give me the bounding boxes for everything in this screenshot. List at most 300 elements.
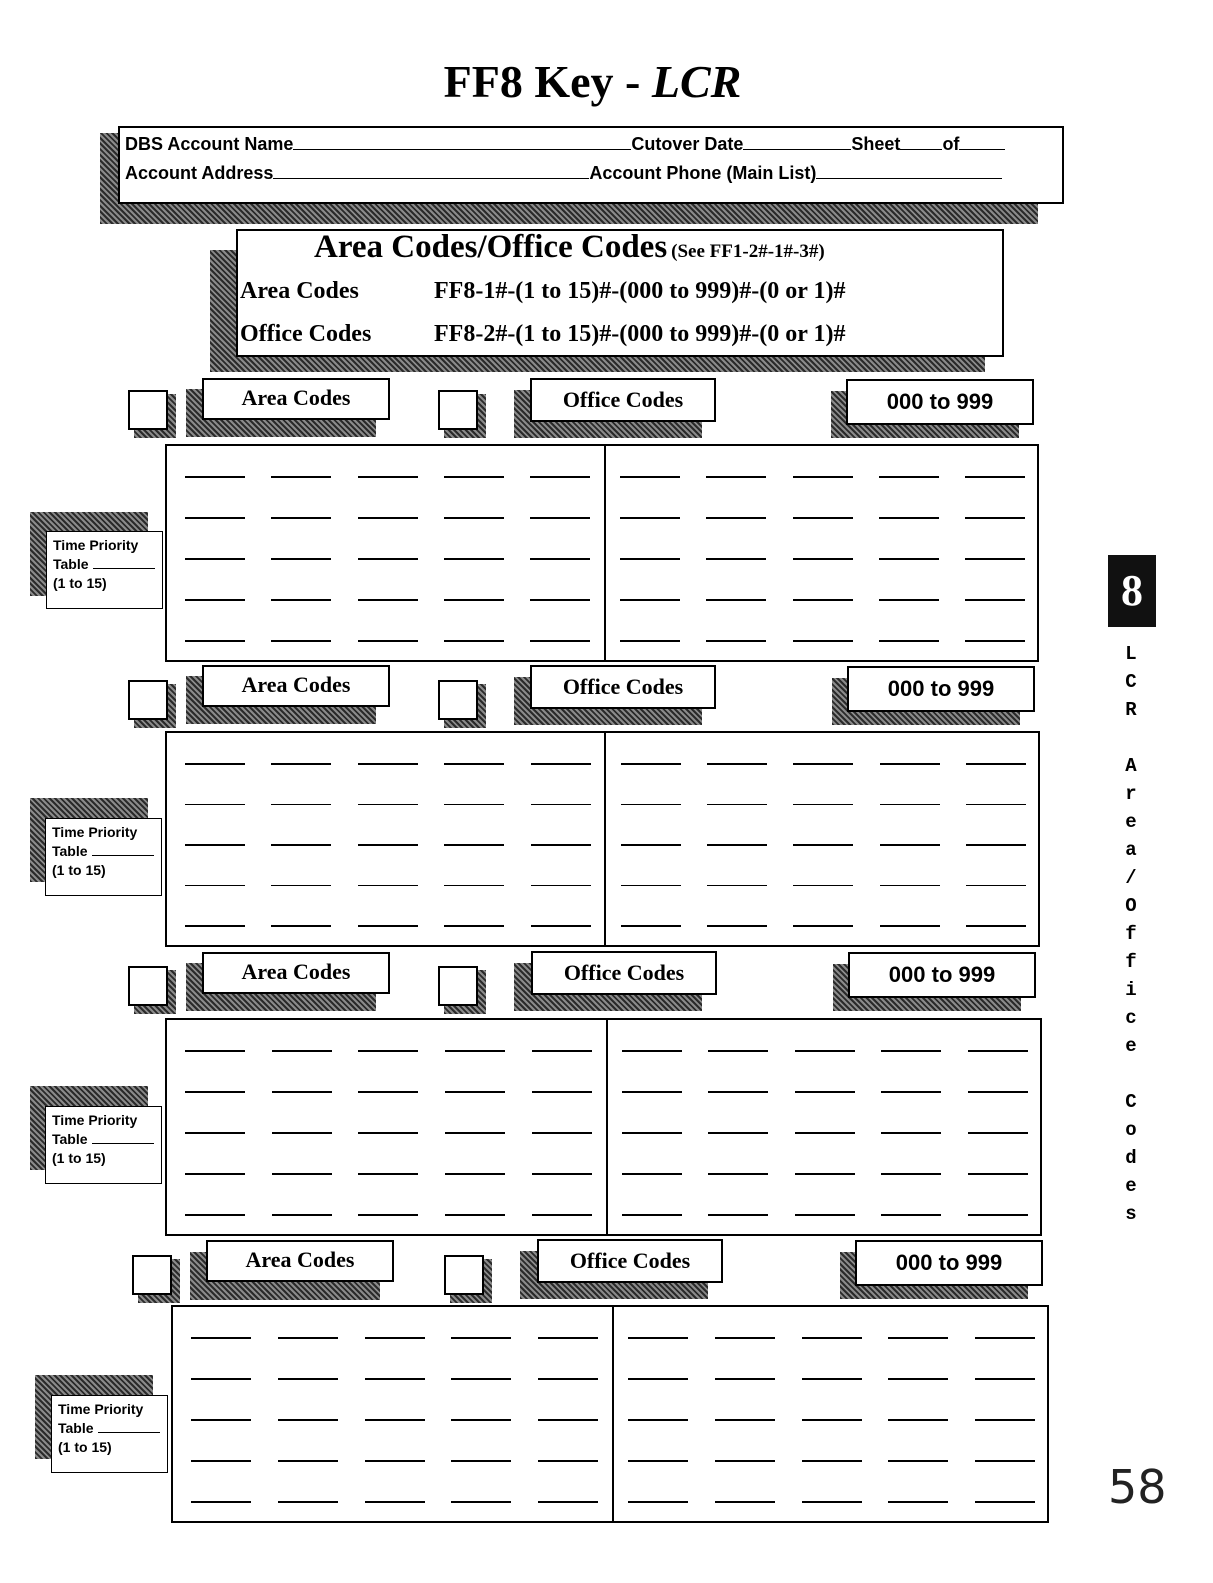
tpt-line-3: (1 to 15) <box>53 575 107 591</box>
code-entry-line[interactable] <box>621 844 681 846</box>
code-entry-line[interactable] <box>538 1460 598 1462</box>
code-entry-line[interactable] <box>628 1337 688 1339</box>
code-entry-line[interactable] <box>445 1050 505 1052</box>
code-entry-line[interactable] <box>802 1337 862 1339</box>
code-entry-line[interactable] <box>621 925 681 927</box>
tpt-line-2 <box>53 555 162 574</box>
code-entry-line[interactable] <box>358 763 418 765</box>
code-entry-line[interactable] <box>707 885 767 887</box>
account-header-box <box>118 126 1064 204</box>
code-entry-line[interactable] <box>185 1173 245 1175</box>
code-entry-line[interactable] <box>965 558 1025 560</box>
code-entry-line[interactable] <box>185 1132 245 1134</box>
office-codes-command: FF8-2#-(1 to 15)#-(000 to 999)#-(0 or 1)# <box>434 321 846 347</box>
sheet-label: Sheet <box>851 134 901 154</box>
code-entry-line[interactable] <box>621 763 681 765</box>
office-codes-checkbox[interactable] <box>438 966 478 1006</box>
code-entry-line[interactable] <box>707 804 767 806</box>
office-codes-label: Office Codes <box>530 665 716 709</box>
grid-divider <box>612 1307 614 1521</box>
office-codes-label: Office Codes <box>530 378 716 422</box>
tpt-line-2 <box>52 842 161 861</box>
code-entry-line[interactable] <box>531 844 591 846</box>
code-entry-line[interactable] <box>975 1419 1035 1421</box>
code-entry-line[interactable] <box>880 804 940 806</box>
code-entry-line[interactable] <box>715 1501 775 1503</box>
code-entry-grid[interactable] <box>165 444 1039 662</box>
code-entry-line[interactable] <box>715 1419 775 1421</box>
code-entry-line[interactable] <box>358 1214 418 1216</box>
side-tab-letter: d <box>1125 1147 1137 1169</box>
time-priority-table-box[interactable] <box>45 1106 162 1184</box>
grid-divider <box>604 733 606 945</box>
code-entry-line[interactable] <box>530 476 590 478</box>
code-entry-line[interactable] <box>530 517 590 519</box>
account-address-row <box>125 163 1002 184</box>
code-entry-line[interactable] <box>185 517 245 519</box>
code-entry-line[interactable] <box>793 517 853 519</box>
code-entry-line[interactable] <box>365 1501 425 1503</box>
code-entry-line[interactable] <box>707 925 767 927</box>
code-entry-line[interactable] <box>538 1419 598 1421</box>
tpt-line-1: Time Priority <box>52 1112 138 1128</box>
code-entry-line[interactable] <box>365 1337 425 1339</box>
code-entry-line[interactable] <box>444 763 504 765</box>
account-name-label: DBS Account Name <box>125 134 294 154</box>
code-entry-line[interactable] <box>271 804 331 806</box>
title-suffix: LCR <box>651 56 742 107</box>
code-entry-line[interactable] <box>793 476 853 478</box>
code-entry-line[interactable] <box>621 804 681 806</box>
code-entry-line[interactable] <box>278 1460 338 1462</box>
grid-divider <box>606 1020 608 1234</box>
code-entry-line[interactable] <box>191 1419 251 1421</box>
code-entry-line[interactable] <box>191 1460 251 1462</box>
code-entry-line[interactable] <box>966 763 1026 765</box>
code-entry-line[interactable] <box>365 1378 425 1380</box>
side-tab-letter: C <box>1125 1091 1137 1113</box>
codes-box-see: (See FF1-2#-1#-3#) <box>671 241 825 262</box>
code-entry-line[interactable] <box>708 1132 768 1134</box>
code-entry-line[interactable] <box>620 517 680 519</box>
code-entry-line[interactable] <box>185 640 245 642</box>
code-entry-line[interactable] <box>802 1419 862 1421</box>
code-entry-line[interactable] <box>715 1460 775 1462</box>
tpt-table-label: Table <box>58 1420 94 1436</box>
code-entry-grid[interactable] <box>171 1305 1049 1523</box>
code-entry-line[interactable] <box>880 763 940 765</box>
code-entry-line[interactable] <box>358 1091 418 1093</box>
code-entry-line[interactable] <box>451 1501 511 1503</box>
code-entry-line[interactable] <box>968 1214 1028 1216</box>
code-entry-line[interactable] <box>708 1173 768 1175</box>
side-tab-letter: e <box>1125 811 1137 833</box>
side-tab-letter: a <box>1125 839 1137 861</box>
office-codes-command-row <box>240 321 845 348</box>
time-priority-table-box[interactable] <box>51 1395 168 1473</box>
area-codes-label: Area Codes <box>202 378 390 420</box>
code-entry-line[interactable] <box>706 476 766 478</box>
code-entry-line[interactable] <box>628 1460 688 1462</box>
code-entry-line[interactable] <box>706 517 766 519</box>
code-entry-line[interactable] <box>532 1214 592 1216</box>
code-entry-line[interactable] <box>975 1460 1035 1462</box>
code-entry-line[interactable] <box>793 804 853 806</box>
code-entry-line[interactable] <box>358 925 418 927</box>
code-entry-line[interactable] <box>191 1501 251 1503</box>
code-entry-line[interactable] <box>185 763 245 765</box>
area-codes-label: Area Codes <box>202 952 390 994</box>
code-entry-line[interactable] <box>968 1132 1028 1134</box>
code-entry-line[interactable] <box>271 885 331 887</box>
side-tab-letter <box>1116 724 1146 752</box>
side-tab-letter <box>1116 1060 1146 1088</box>
code-entry-line[interactable] <box>795 1050 855 1052</box>
code-entry-line[interactable] <box>530 558 590 560</box>
page-title <box>0 55 1185 108</box>
code-entry-line[interactable] <box>622 1050 682 1052</box>
side-tab-letter: O <box>1125 895 1137 917</box>
code-entry-line[interactable] <box>968 1173 1028 1175</box>
tpt-line-3: (1 to 15) <box>52 1150 106 1166</box>
code-entry-line[interactable] <box>278 1419 338 1421</box>
code-entry-line[interactable] <box>795 1214 855 1216</box>
code-entry-line[interactable] <box>628 1378 688 1380</box>
code-entry-line[interactable] <box>715 1378 775 1380</box>
code-entry-line[interactable] <box>444 885 504 887</box>
code-entry-line[interactable] <box>358 804 418 806</box>
time-priority-table-box[interactable] <box>45 818 162 896</box>
code-entry-line[interactable] <box>358 1050 418 1052</box>
code-entry-line[interactable] <box>793 844 853 846</box>
code-entry-line[interactable] <box>975 1378 1035 1380</box>
account-address-field[interactable] <box>273 164 589 179</box>
code-entry-line[interactable] <box>708 1091 768 1093</box>
code-entry-line[interactable] <box>795 1173 855 1175</box>
code-entry-line[interactable] <box>802 1378 862 1380</box>
code-entry-line[interactable] <box>966 925 1026 927</box>
code-entry-line[interactable] <box>793 558 853 560</box>
side-tab-letter: L <box>1125 643 1137 665</box>
area-codes-command-row <box>240 278 845 305</box>
code-entry-line[interactable] <box>272 1091 332 1093</box>
code-entry-line[interactable] <box>271 763 331 765</box>
office-codes-label: Office Codes <box>531 951 717 995</box>
tpt-line-1: Time Priority <box>58 1401 144 1417</box>
code-entry-line[interactable] <box>881 1091 941 1093</box>
code-entry-line[interactable] <box>802 1501 862 1503</box>
code-entry-line[interactable] <box>445 1214 505 1216</box>
code-entry-line[interactable] <box>532 1173 592 1175</box>
side-tab-letter: A <box>1125 755 1137 777</box>
code-entry-line[interactable] <box>444 599 504 601</box>
side-tab-letter: C <box>1125 671 1137 693</box>
account-name-row <box>125 134 1005 155</box>
code-entry-line[interactable] <box>185 558 245 560</box>
code-entry-line[interactable] <box>278 1337 338 1339</box>
code-entry-line[interactable] <box>531 763 591 765</box>
of-field[interactable] <box>959 135 1005 150</box>
code-entry-line[interactable] <box>532 1132 592 1134</box>
office-codes-checkbox[interactable] <box>438 680 478 720</box>
code-entry-line[interactable] <box>881 1132 941 1134</box>
code-entry-line[interactable] <box>881 1214 941 1216</box>
code-entry-line[interactable] <box>445 1132 505 1134</box>
code-entry-line[interactable] <box>965 599 1025 601</box>
area-codes-label: Area Codes <box>202 665 390 707</box>
code-entry-line[interactable] <box>191 1378 251 1380</box>
side-tab-letter: s <box>1125 1203 1137 1225</box>
code-entry-line[interactable] <box>880 925 940 927</box>
code-entry-line[interactable] <box>358 1173 418 1175</box>
side-tab-letter: / <box>1125 867 1137 889</box>
code-entry-line[interactable] <box>888 1378 948 1380</box>
code-entry-line[interactable] <box>622 1214 682 1216</box>
code-entry-line[interactable] <box>968 1091 1028 1093</box>
code-entry-line[interactable] <box>530 599 590 601</box>
code-entry-line[interactable] <box>707 844 767 846</box>
code-entry-line[interactable] <box>271 844 331 846</box>
code-entry-grid[interactable] <box>165 1018 1042 1236</box>
section-tab: 8 <box>1108 555 1156 627</box>
code-entry-line[interactable] <box>185 925 245 927</box>
code-entry-line[interactable] <box>622 1091 682 1093</box>
office-codes-checkbox[interactable] <box>444 1255 484 1295</box>
code-entry-line[interactable] <box>706 558 766 560</box>
code-entry-line[interactable] <box>444 640 504 642</box>
code-entry-line[interactable] <box>271 517 331 519</box>
tpt-line-2 <box>52 1130 161 1149</box>
code-entry-line[interactable] <box>358 844 418 846</box>
code-entry-line[interactable] <box>531 925 591 927</box>
code-entry-line[interactable] <box>444 476 504 478</box>
code-entry-line[interactable] <box>968 1050 1028 1052</box>
code-entry-line[interactable] <box>185 1214 245 1216</box>
code-entry-line[interactable] <box>793 599 853 601</box>
code-entry-line[interactable] <box>365 1460 425 1462</box>
code-entry-line[interactable] <box>532 1050 592 1052</box>
code-entry-line[interactable] <box>879 558 939 560</box>
code-entry-line[interactable] <box>358 517 418 519</box>
code-entry-line[interactable] <box>879 476 939 478</box>
area-codes-checkbox[interactable] <box>128 680 168 720</box>
tpt-line-3: (1 to 15) <box>58 1439 112 1455</box>
tpt-line-1: Time Priority <box>52 824 138 840</box>
code-entry-line[interactable] <box>975 1501 1035 1503</box>
tpt-field[interactable] <box>93 556 155 569</box>
time-priority-table-box[interactable] <box>46 531 163 609</box>
code-entry-line[interactable] <box>271 599 331 601</box>
area-codes-label: Area Codes <box>206 1240 394 1282</box>
code-entry-line[interactable] <box>802 1460 862 1462</box>
of-label: of <box>942 134 960 154</box>
code-entry-line[interactable] <box>888 1337 948 1339</box>
code-entry-line[interactable] <box>706 640 766 642</box>
area-codes-checkbox[interactable] <box>132 1255 172 1295</box>
code-entry-line[interactable] <box>881 1173 941 1175</box>
code-entry-line[interactable] <box>444 804 504 806</box>
code-entry-line[interactable] <box>707 763 767 765</box>
tpt-table-label: Table <box>52 1131 88 1147</box>
tpt-line-3: (1 to 15) <box>52 862 106 878</box>
codes-box-title: Area Codes/Office Codes <box>314 229 668 265</box>
code-entry-line[interactable] <box>622 1173 682 1175</box>
code-entry-line[interactable] <box>888 1419 948 1421</box>
area-codes-checkbox[interactable] <box>128 390 168 430</box>
code-entry-line[interactable] <box>708 1214 768 1216</box>
code-entry-line[interactable] <box>358 558 418 560</box>
code-entry-line[interactable] <box>444 517 504 519</box>
code-entry-line[interactable] <box>444 844 504 846</box>
code-entry-line[interactable] <box>888 1460 948 1462</box>
code-entry-line[interactable] <box>530 640 590 642</box>
code-entry-line[interactable] <box>185 804 245 806</box>
code-entry-line[interactable] <box>879 640 939 642</box>
code-entry-line[interactable] <box>793 763 853 765</box>
account-name-field[interactable] <box>293 135 631 150</box>
code-entry-line[interactable] <box>185 1091 245 1093</box>
code-entry-line[interactable] <box>445 1091 505 1093</box>
side-tab-letter: c <box>1125 1007 1137 1029</box>
code-entry-line[interactable] <box>888 1501 948 1503</box>
code-entry-line[interactable] <box>966 844 1026 846</box>
code-entry-line[interactable] <box>880 844 940 846</box>
office-codes-command-label: Office Codes <box>240 321 372 347</box>
tpt-table-label: Table <box>53 556 89 572</box>
side-tab-letter: o <box>1125 1119 1137 1141</box>
code-entry-line[interactable] <box>538 1337 598 1339</box>
code-entry-line[interactable] <box>451 1460 511 1462</box>
tpt-field[interactable] <box>92 843 154 856</box>
code-entry-line[interactable] <box>358 885 418 887</box>
code-entry-line[interactable] <box>793 640 853 642</box>
code-entry-line[interactable] <box>272 1050 332 1052</box>
side-tab-letter: f <box>1125 923 1137 945</box>
code-entry-line[interactable] <box>271 476 331 478</box>
code-entry-line[interactable] <box>185 1050 245 1052</box>
code-entry-line[interactable] <box>965 476 1025 478</box>
code-entry-line[interactable] <box>622 1132 682 1134</box>
code-entry-line[interactable] <box>185 885 245 887</box>
codes-box-title-row <box>314 229 825 266</box>
code-entry-line[interactable] <box>793 885 853 887</box>
side-tab-letter: f <box>1125 951 1137 973</box>
code-entry-grid[interactable] <box>165 731 1040 947</box>
code-entry-line[interactable] <box>278 1378 338 1380</box>
code-entry-line[interactable] <box>620 558 680 560</box>
code-entry-line[interactable] <box>185 599 245 601</box>
code-entry-line[interactable] <box>793 925 853 927</box>
side-tab-letter: e <box>1125 1035 1137 1057</box>
sheet-field[interactable] <box>900 135 942 150</box>
code-entry-line[interactable] <box>531 804 591 806</box>
code-entry-line[interactable] <box>358 599 418 601</box>
area-codes-checkbox[interactable] <box>128 966 168 1006</box>
side-tab-letter: r <box>1125 783 1137 805</box>
code-entry-line[interactable] <box>271 558 331 560</box>
code-entry-line[interactable] <box>271 640 331 642</box>
code-entry-line[interactable] <box>538 1501 598 1503</box>
cutover-date-field[interactable] <box>743 135 851 150</box>
code-entry-line[interactable] <box>715 1337 775 1339</box>
code-entry-line[interactable] <box>966 885 1026 887</box>
side-tab-letter: R <box>1125 699 1137 721</box>
side-tab-vertical-text <box>1116 640 1146 1228</box>
code-entry-line[interactable] <box>191 1337 251 1339</box>
code-entry-line[interactable] <box>879 517 939 519</box>
code-entry-line[interactable] <box>531 885 591 887</box>
code-entry-line[interactable] <box>621 885 681 887</box>
area-codes-command-label: Area Codes <box>240 278 359 304</box>
code-entry-line[interactable] <box>538 1378 598 1380</box>
range-label: 000 to 999 <box>847 666 1035 712</box>
code-entry-line[interactable] <box>278 1501 338 1503</box>
range-label: 000 to 999 <box>855 1240 1043 1286</box>
code-entry-line[interactable] <box>965 517 1025 519</box>
code-entry-line[interactable] <box>880 885 940 887</box>
code-entry-line[interactable] <box>358 476 418 478</box>
tpt-field[interactable] <box>98 1420 160 1433</box>
code-entry-line[interactable] <box>879 599 939 601</box>
code-entry-line[interactable] <box>444 558 504 560</box>
code-entry-line[interactable] <box>881 1050 941 1052</box>
code-entry-line[interactable] <box>795 1091 855 1093</box>
code-entry-line[interactable] <box>272 1173 332 1175</box>
account-address-label: Account Address <box>125 163 274 183</box>
code-entry-line[interactable] <box>975 1337 1035 1339</box>
code-entry-line[interactable] <box>628 1419 688 1421</box>
code-entry-line[interactable] <box>965 640 1025 642</box>
code-entry-line[interactable] <box>451 1378 511 1380</box>
code-entry-line[interactable] <box>706 599 766 601</box>
code-entry-line[interactable] <box>795 1132 855 1134</box>
code-entry-line[interactable] <box>451 1337 511 1339</box>
account-phone-field[interactable] <box>816 164 1002 179</box>
code-entry-line[interactable] <box>185 476 245 478</box>
code-entry-line[interactable] <box>620 476 680 478</box>
code-entry-line[interactable] <box>532 1091 592 1093</box>
office-codes-checkbox[interactable] <box>438 390 478 430</box>
code-entry-line[interactable] <box>620 640 680 642</box>
code-entry-line[interactable] <box>708 1050 768 1052</box>
account-phone-label: Account Phone (Main List) <box>589 163 817 183</box>
code-entry-line[interactable] <box>628 1501 688 1503</box>
side-tab-letter: i <box>1125 979 1137 1001</box>
tpt-line-1: Time Priority <box>53 537 139 553</box>
office-codes-label: Office Codes <box>537 1239 723 1283</box>
code-entry-line[interactable] <box>445 1173 505 1175</box>
code-entry-line[interactable] <box>272 1214 332 1216</box>
grid-divider <box>604 446 606 660</box>
code-entry-line[interactable] <box>271 925 331 927</box>
range-label: 000 to 999 <box>848 952 1036 998</box>
code-entry-line[interactable] <box>620 599 680 601</box>
code-entry-line[interactable] <box>444 925 504 927</box>
code-entry-line[interactable] <box>272 1132 332 1134</box>
code-entry-line[interactable] <box>358 1132 418 1134</box>
code-entry-line[interactable] <box>966 804 1026 806</box>
code-entry-line[interactable] <box>185 844 245 846</box>
page-number: 58 <box>1108 1460 1167 1514</box>
area-codes-command: FF8-1#-(1 to 15)#-(000 to 999)#-(0 or 1)# <box>434 278 846 304</box>
code-entry-line[interactable] <box>451 1419 511 1421</box>
code-entry-line[interactable] <box>365 1419 425 1421</box>
cutover-date-label: Cutover Date <box>631 134 744 154</box>
tpt-field[interactable] <box>92 1131 154 1144</box>
code-entry-line[interactable] <box>358 640 418 642</box>
codes-info-box <box>236 229 1004 357</box>
title-prefix: FF8 Key - <box>443 56 652 107</box>
